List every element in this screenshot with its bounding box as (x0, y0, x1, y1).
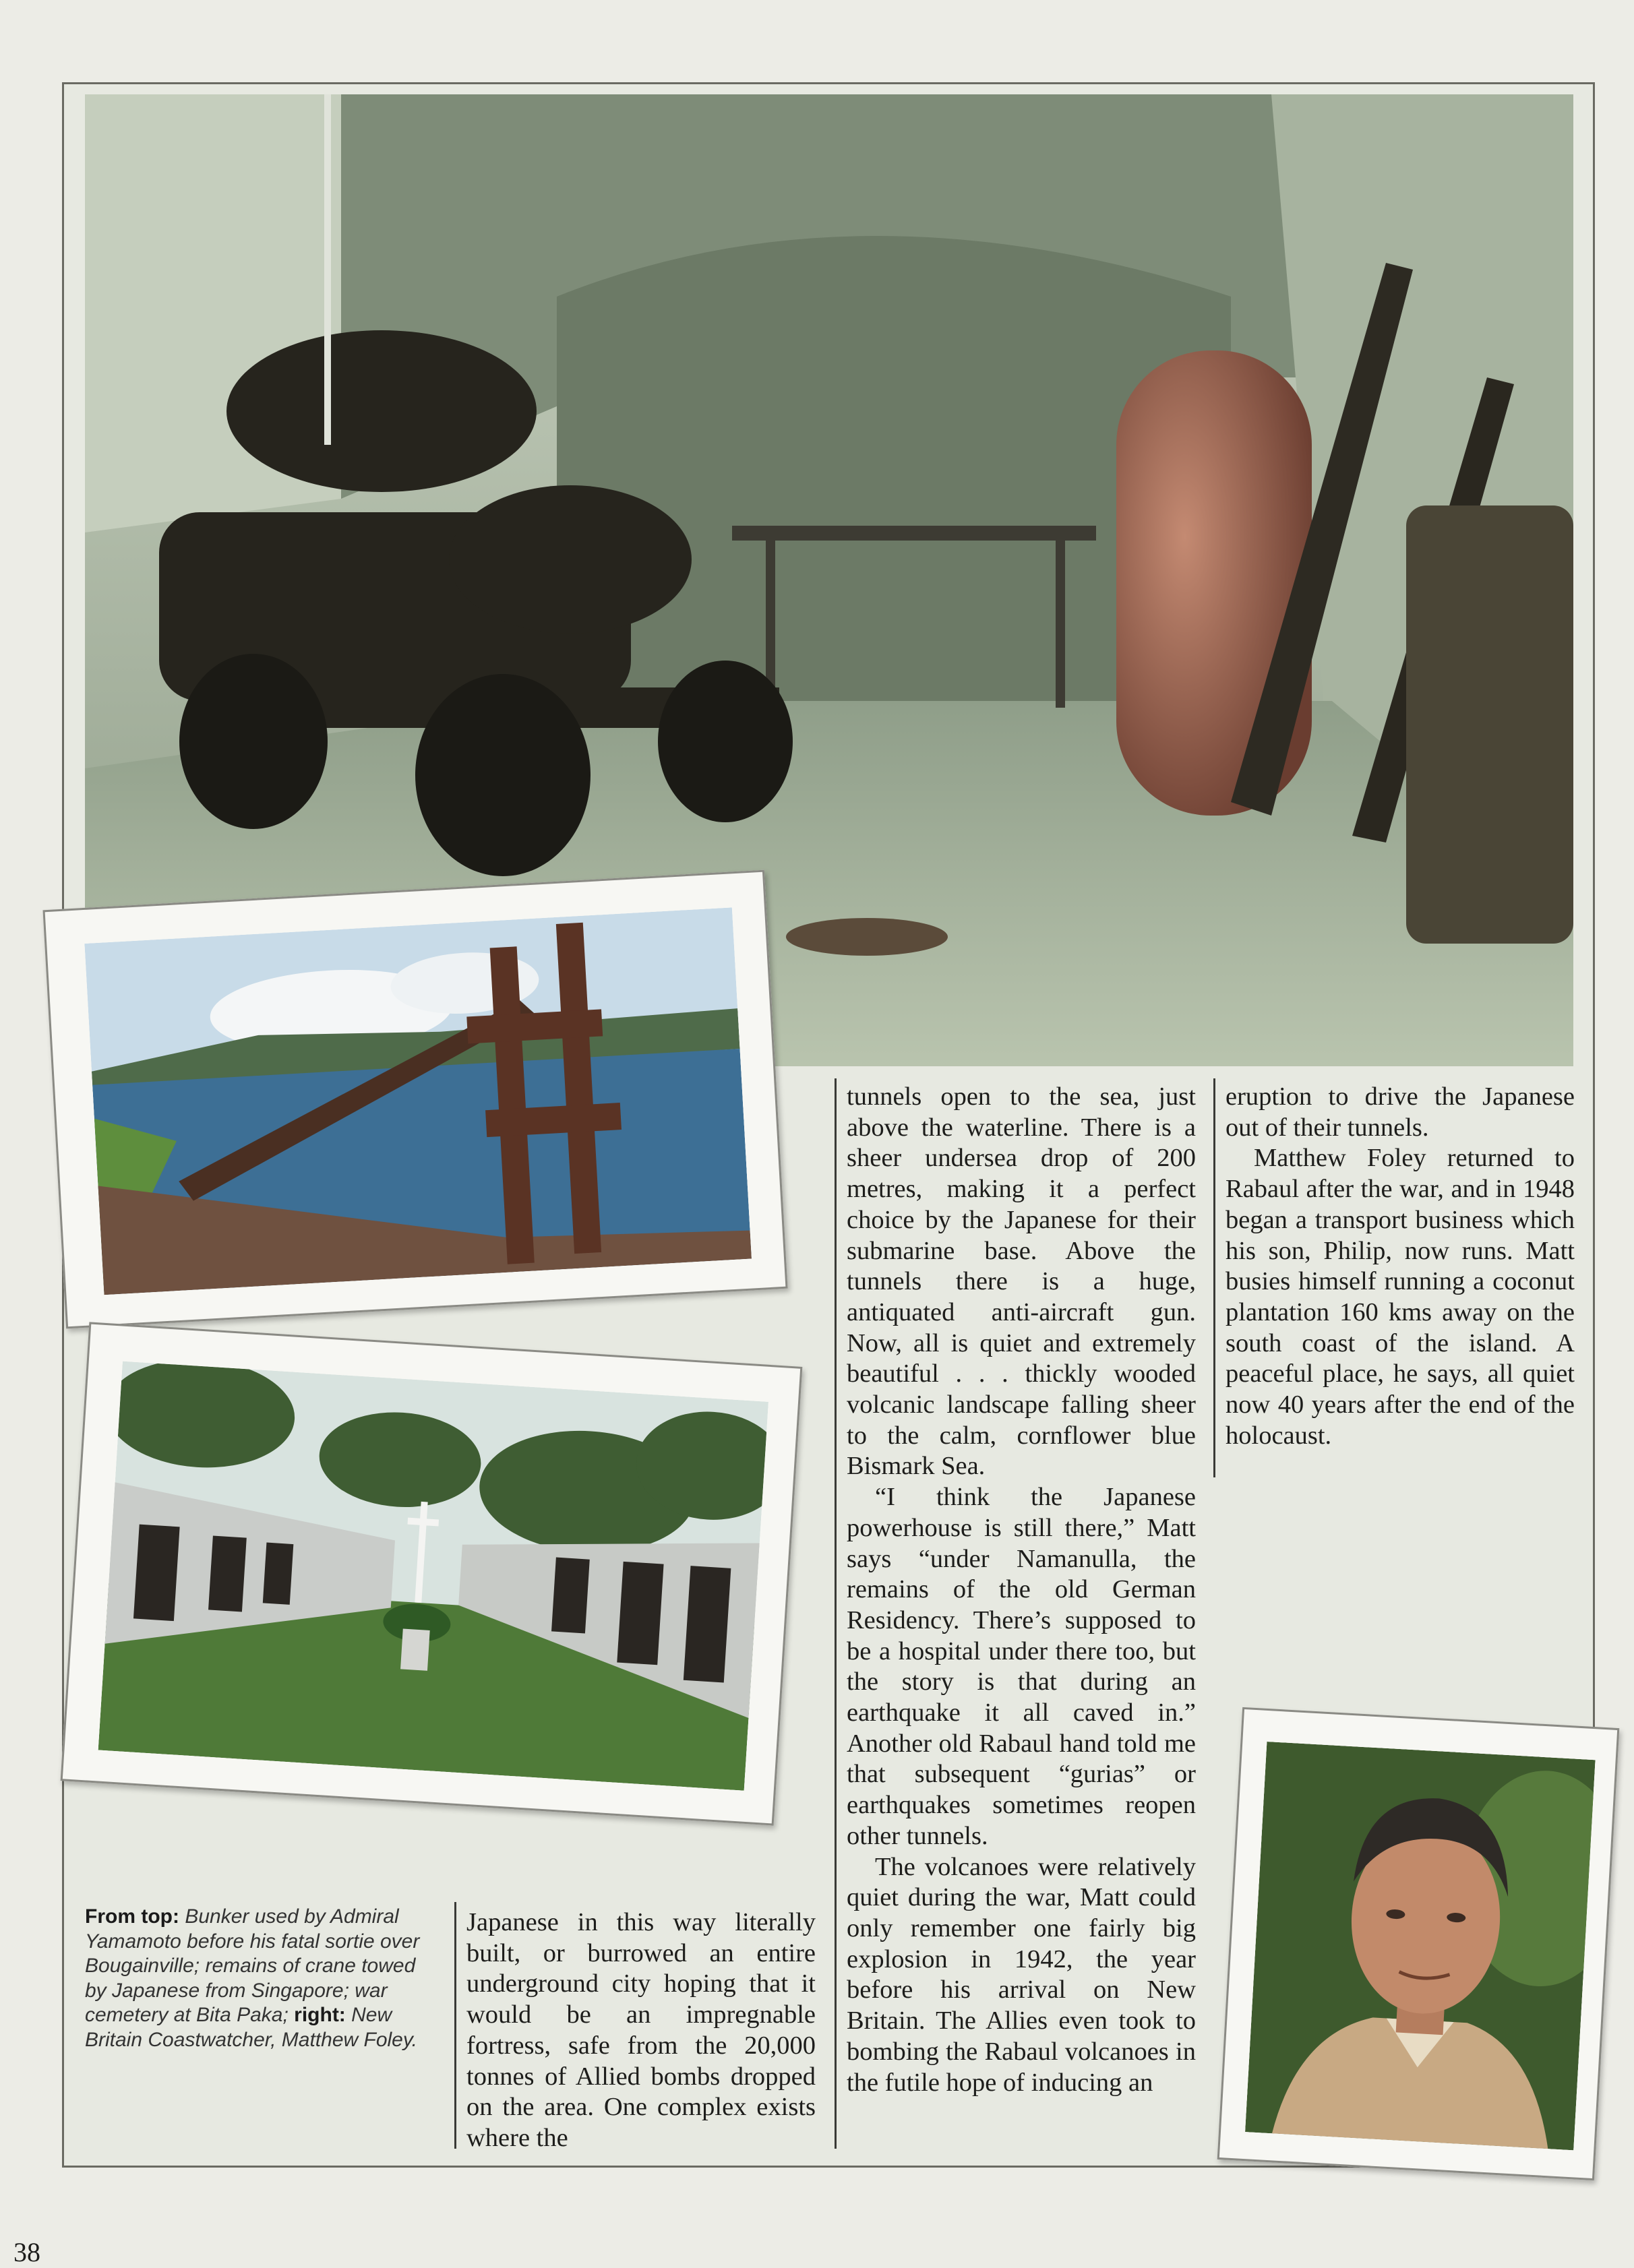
caption-text-2: New Britain Coastwatcher, Matthew Foley. (85, 2004, 417, 2051)
column-3-paragraph-1: eruption to drive the Japanese out of their tunnels. (1226, 1082, 1575, 1142)
cemetery-photo (98, 1361, 768, 1791)
column-rule-1 (454, 1902, 456, 2149)
portrait-photo (1245, 1742, 1596, 2150)
portrait-snapshot (1217, 1707, 1620, 2180)
column-3-paragraph-2: Matthew Foley returned to Rabaul after the war, and in 1948 began a transport business which his son, Philip, now runs. Matt busies himself running a coconut plantation 160 kms away on the south coast of the island. A peaceful place, he says, all quiet now 40 years after the end of the holocaust. (1226, 1144, 1575, 1450)
caption-lead-1: From top: (85, 1905, 179, 1928)
cemetery-snapshot (61, 1322, 803, 1825)
column-rule-2 (835, 1078, 837, 2149)
caption-text-1: Bunker used by Admiral Yamamoto before his fatal sortie over Bougainville; remains of crane towed by Japanese from Singapore; war cemetery at Bita Paka; (85, 1905, 420, 2026)
column-1-paragraph-1: Japanese in this way literally built, or burrowed an entire underground city hoping that it would be an impregnable fortress, safe from the 20,000 tonnes of Allied bombs dropped on the area. One complex exists where the (466, 1908, 816, 2152)
photo-caption (85, 1905, 435, 2052)
article-column-3 (1226, 1082, 1575, 1451)
column-2-paragraph-3: The volcanoes were relatively quiet during the war, Matt could only remember one fairly big explosion in 1942, the year before his arrival on New Britain. The Allies even took to bombing the Rabaul volcanoes in the futile hope of inducing an (847, 1852, 1196, 2097)
article-column-1 (466, 1907, 816, 2154)
column-2-paragraph-2: “I think the Japanese powerhouse is still there,” Matt says “under Namanulla, the remains of the old German Residency. There’s supposed to be a hospital under there too, but the story is that during an earthquake it all caved in.” Another old Rabaul hand told me that subsequent “gurias” or earthquakes sometimes reopen other tunnels. (847, 1483, 1196, 1850)
article-column-2 (847, 1082, 1196, 2098)
caption-lead-2: right: (294, 2004, 346, 2026)
crane-snapshot (42, 870, 787, 1329)
crane-photo (84, 907, 752, 1295)
column-rule-3 (1213, 1078, 1215, 1477)
column-2-paragraph-1: tunnels open to the sea, just above the waterline. There is a sheer undersea drop of 200 metres, making it a perfect choice by the Japanese for their submarine base. Above the tunnels there is a huge, antiquated anti-aircraft gun. Now, all is quiet and extremely beautiful . . . thickly wooded volcanic landscape falling sheer to the calm, cornflower blue Bismark Sea. (847, 1082, 1196, 1481)
page-number: 38 (13, 2237, 40, 2267)
